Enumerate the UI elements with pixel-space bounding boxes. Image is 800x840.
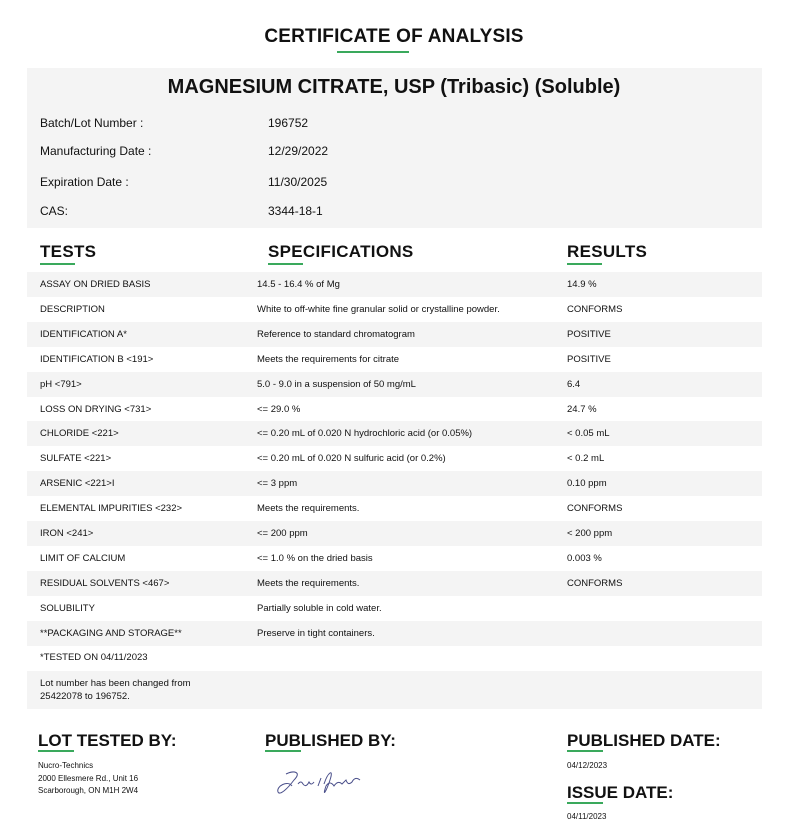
lot-note-line: Lot number has been changed from [40, 678, 191, 689]
test-name: IDENTIFICATION A* [40, 328, 127, 340]
specification: <= 1.0 % on the dried basis [257, 552, 373, 564]
table-row [27, 272, 762, 297]
underline [567, 802, 603, 804]
table-row [27, 621, 762, 646]
test-name: RESIDUAL SOLVENTS <467> [40, 577, 170, 589]
table-row [27, 496, 762, 521]
table-row [27, 571, 762, 596]
batch-label: Batch/Lot Number : [40, 116, 144, 130]
table-row [27, 322, 762, 347]
test-name: LIMIT OF CALCIUM [40, 552, 126, 564]
test-name: ELEMENTAL IMPURITIES <232> [40, 503, 183, 515]
product-name: MAGNESIUM CITRATE, USP (Tribasic) (Soluble) [167, 76, 621, 98]
specification: Meets the requirements. [257, 503, 360, 515]
issue-date: 04/11/2023 [567, 812, 607, 821]
title-underline [337, 51, 409, 53]
specification: <= 0.20 mL of 0.020 N sulfuric acid (or 0.2%) [257, 453, 446, 465]
table-row [27, 446, 762, 471]
lot-change-note [27, 671, 762, 709]
test-name: DESCRIPTION [40, 303, 105, 315]
table-row [27, 347, 762, 372]
test-name: IRON <241> [40, 528, 94, 539]
specification: 14.5 - 16.4 % of Mg [257, 279, 340, 290]
mfg-date-value: 12/29/2022 [268, 144, 329, 158]
specification: <= 29.0 % [257, 403, 301, 415]
lab-city: Scarborough, ON M1H 2W4 [38, 786, 139, 795]
published-date: 04/12/2023 [567, 761, 608, 770]
tests-underline [40, 263, 75, 265]
test-name: SULFATE <221> [40, 453, 112, 465]
batch-value: 196752 [268, 116, 309, 130]
result: 6.4 [567, 378, 581, 390]
document-title: CERTIFICATE OF ANALYSIS [264, 26, 524, 47]
table-row [27, 596, 762, 621]
test-name: **PACKAGING AND STORAGE** [40, 627, 182, 639]
published-by-heading: PUBLISHED BY: [265, 731, 396, 750]
result: POSITIVE [567, 353, 611, 365]
result: POSITIVE [567, 328, 611, 340]
result: CONFORMS [567, 503, 623, 515]
specification: <= 0.20 mL of 0.020 N hydrochloric acid (or 0.05%) [257, 428, 473, 440]
mfg-date-label: Manufacturing Date : [40, 144, 152, 158]
table-row [27, 297, 762, 322]
specs-underline [268, 263, 303, 265]
table-row [27, 471, 762, 496]
specification: Meets the requirements for citrate [257, 353, 400, 365]
table-row [27, 397, 762, 422]
test-name: IDENTIFICATION B <191> [40, 353, 154, 365]
result: CONFORMS [567, 577, 623, 589]
signature-image [272, 766, 372, 802]
specs-header: SPECIFICATIONS [268, 242, 414, 261]
specification: Meets the requirements. [257, 577, 360, 589]
specification: <= 200 ppm [257, 528, 308, 539]
test-name: ARSENIC <221>I [40, 478, 115, 490]
result: 14.9 % [567, 279, 597, 290]
lot-note-line: 25422078 to 196752. [40, 690, 130, 702]
result: 0.10 ppm [567, 478, 607, 490]
lab-street: 2000 Ellesmere Rd., Unit 16 [38, 773, 139, 783]
published-date-heading: PUBLISHED DATE: [567, 731, 721, 750]
issue-date-heading: ISSUE DATE: [567, 783, 674, 802]
underline [265, 750, 301, 752]
specification: <= 3 ppm [257, 478, 298, 490]
cas-value: 3344-18-1 [268, 204, 323, 218]
test-name: CHLORIDE <221> [40, 428, 119, 440]
results-header: RESULTS [567, 242, 648, 261]
result: 0.003 % [567, 552, 602, 564]
tested-on-note: *TESTED ON 04/11/2023 [40, 652, 148, 663]
lab-name: Nucro-Technics [38, 761, 94, 770]
lab-address [38, 760, 138, 798]
table-row [27, 546, 762, 571]
result: < 0.05 mL [567, 428, 610, 440]
specification: 5.0 - 9.0 in a suspension of 50 mg/mL [257, 378, 416, 390]
result: 24.7 % [567, 403, 597, 415]
underline [38, 750, 74, 752]
specification: White to off-white fine granular solid or crystalline powder. [257, 303, 500, 315]
cas-label: CAS: [40, 204, 69, 218]
test-name: pH <791> [40, 378, 82, 390]
specification: Reference to standard chromatogram [257, 328, 415, 340]
specification: Preserve in tight containers. [257, 627, 375, 639]
test-name: LOSS ON DRYING <731> [40, 403, 152, 415]
table-row [27, 521, 762, 546]
results-underline [567, 263, 602, 265]
result: < 0.2 mL [567, 453, 605, 465]
specification: Partially soluble in cold water. [257, 602, 382, 614]
test-name: ASSAY ON DRIED BASIS [40, 279, 151, 290]
exp-date-label: Expiration Date : [40, 175, 129, 189]
lot-tested-by-heading: LOT TESTED BY: [38, 731, 177, 750]
table-row [27, 372, 762, 397]
result: CONFORMS [567, 303, 623, 315]
result: < 200 ppm [567, 528, 613, 539]
underline [567, 750, 603, 752]
tests-header: TESTS [40, 242, 97, 261]
test-name: SOLUBILITY [40, 602, 95, 614]
table-row [27, 421, 762, 446]
exp-date-value: 11/30/2025 [268, 175, 328, 189]
